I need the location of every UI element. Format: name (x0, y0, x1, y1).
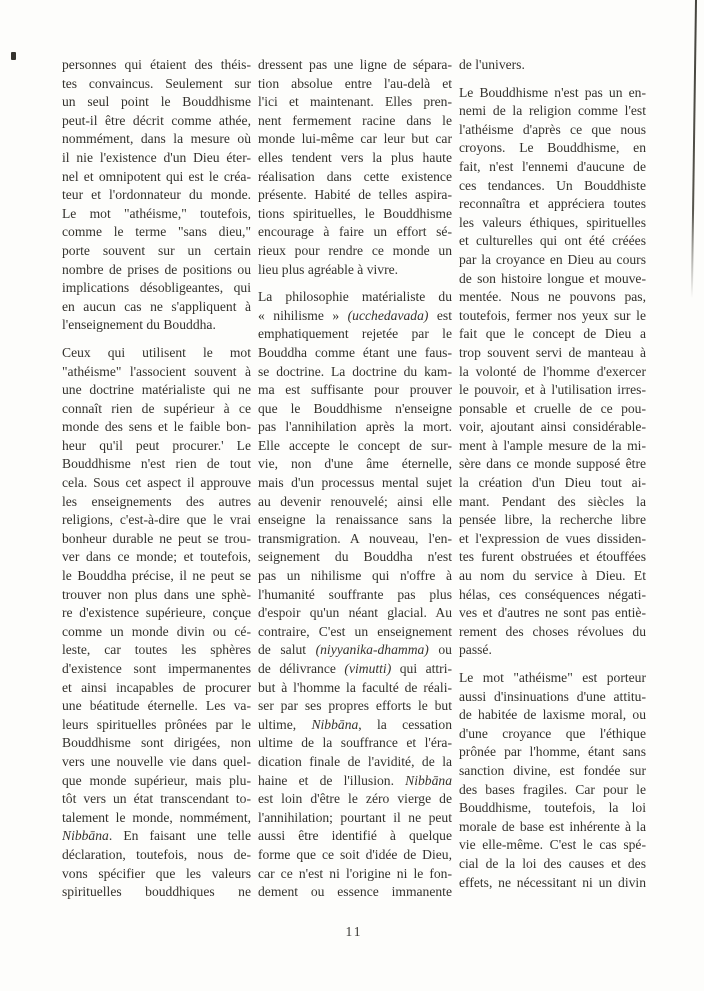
text-run: nommément, dans la mesure où (62, 131, 251, 147)
text-line (459, 799, 646, 818)
text-run: trouver non plus dans une sphè- (62, 586, 251, 602)
text-line (62, 865, 251, 884)
text-run: et l'expression de vues dissiden- (459, 530, 646, 546)
text-run: l'athéisme d'après ce que nous (459, 121, 646, 137)
text-run: Le Bouddhisme n'est pas un en- (459, 84, 646, 100)
text-run: tions spirituelles, le Bouddhisme (258, 205, 452, 221)
text-run: talement le monde, nommément, (62, 809, 251, 825)
text-line (258, 548, 452, 567)
text-line (459, 474, 646, 493)
text-line (62, 242, 251, 261)
text-run: bonheur durable ne peut se trou- (62, 530, 251, 546)
text-run: est (428, 307, 452, 323)
text-line (62, 75, 251, 94)
text-run: aussi être identifié à quelque (258, 828, 452, 844)
text-run: religions, c'est-à-dire que le vrai (62, 512, 251, 528)
text-run: et ainsi incapables de procurer (62, 679, 251, 695)
text-run: leste, car toutes les sphères (62, 642, 251, 658)
text-run: cial de la loi des causes et des (459, 855, 646, 871)
text-run: contraire, C'est un enseignement (258, 623, 452, 639)
text-line (258, 511, 452, 530)
text-run: aussi d'insinuations d'une attitu- (459, 688, 646, 704)
text-line (459, 641, 646, 660)
text-run: reconnaîtra et appréciera toutes (459, 196, 646, 212)
text-run: ou (428, 642, 452, 658)
page-number: 11 (345, 924, 363, 939)
text-line (459, 567, 646, 586)
paragraph (258, 56, 452, 279)
text-line (258, 149, 452, 168)
text-run: par la croyance en Dieu au cours (459, 251, 646, 267)
text-run: haine et de l'illusion. (258, 772, 406, 788)
text-line (258, 325, 452, 344)
text-run: Bouddhisme sont dirigées, non (62, 735, 251, 751)
text-line (459, 836, 646, 855)
text-run: personnes qui étaient des théis- (62, 57, 251, 72)
text-line (459, 214, 646, 233)
text-line (62, 511, 251, 530)
text-run: qui attri- (391, 661, 452, 676)
text-run: d'espoir qu'un néant glacial. Au (258, 605, 452, 621)
text-run: la création d'un Dieu tout ai- (459, 475, 646, 491)
text-run: , la cessation (358, 716, 452, 732)
italic-text-run: (vimutti) (344, 661, 392, 676)
text-run: nemi de la religion comme l'est (459, 103, 646, 119)
text-line (258, 586, 452, 605)
text-line (62, 846, 251, 865)
text-run: dement ou essence immanente (258, 884, 452, 900)
text-line (258, 660, 452, 679)
text-run: ves et d'autres ne sont pas entiè- (459, 605, 646, 621)
text-run: pas l'annihilation après la mort. (258, 419, 452, 435)
text-line (459, 586, 646, 605)
text-line (62, 567, 251, 586)
text-run: mant. Pendant des siècles la (459, 493, 646, 509)
text-line (459, 548, 646, 567)
text-run: comme le terme "sans dieu," (62, 224, 251, 240)
paragraph (459, 56, 646, 75)
text-run: déclaration, toutefois, nous de- (62, 846, 251, 862)
text-run: voir, ajoutant ainsi considérable- (459, 419, 646, 435)
text-run: Elle accepte le concept de sur- (258, 437, 452, 453)
text-line (258, 493, 452, 512)
text-run: vers une nouvelle vie dans quel- (62, 753, 251, 769)
text-run: tes convaincus. Seulement sur (62, 75, 251, 91)
text-line (459, 743, 646, 762)
text-run: ultime, (258, 716, 312, 732)
text-line (62, 168, 251, 187)
text-run: ser par ses propres efforts le but (258, 698, 452, 714)
text-line (258, 418, 452, 437)
text-run: passé. (459, 642, 492, 658)
text-run: il nie l'existence d'un Dieu éter- (62, 149, 251, 165)
text-line (459, 344, 646, 363)
text-run: encourage à faire un effort sé- (258, 224, 452, 240)
text-run: but à l'homme la faculté de réali- (258, 679, 452, 695)
text-run: comme un monde divin ou cé- (62, 623, 251, 639)
text-run: monde des sens et le faible bon- (62, 419, 251, 435)
text-run: rement des choses révolues du (459, 623, 646, 639)
text-run: l'ici et maintenant. Elles pren- (258, 94, 452, 110)
text-line (258, 344, 452, 363)
text-line (62, 827, 251, 846)
text-run: nombre de prises de positions ou (62, 261, 251, 277)
text-run: ponsable et cruelle de ce pou- (459, 400, 646, 416)
text-run: Le mot "athéisme," toutefois, (62, 205, 251, 221)
text-line (459, 288, 646, 307)
text-run: sère dans ce monde supposé être (459, 456, 646, 472)
text-run: emphatiquement rejetée par le (258, 326, 452, 342)
italic-text-run: Nibbāna (405, 772, 452, 788)
text-line (258, 307, 452, 326)
text-line (459, 781, 646, 800)
text-run: nent fermement racine dans le (258, 112, 452, 128)
text-run: d'une croyance que l'éthique (459, 725, 646, 741)
text-run: dressent pas une ligne de sépara- (258, 57, 452, 72)
text-line (62, 809, 251, 828)
text-line (62, 344, 251, 363)
text-line (62, 660, 251, 679)
text-line (459, 762, 646, 781)
text-line (62, 400, 251, 419)
text-line (258, 168, 452, 187)
text-line (459, 56, 646, 75)
text-run: prônée par l'homme, étant sans (459, 744, 646, 760)
text-run: nel et omnipotent qui est le créa- (62, 168, 251, 184)
text-line (258, 261, 452, 280)
text-run: cela. Sous cet aspect il approuve (62, 475, 251, 491)
text-run: rieux pour rendre ce monde un (258, 242, 452, 258)
text-line (62, 437, 251, 456)
text-line (459, 158, 646, 177)
text-run: que le Bouddhisme n'enseigne (258, 400, 452, 416)
text-line (62, 493, 251, 512)
italic-text-run: (niyyanika-dhamma) (315, 642, 429, 658)
text-line (258, 753, 452, 772)
text-line (459, 363, 646, 382)
text-line (258, 623, 452, 642)
text-line (459, 818, 646, 837)
text-run: de salut (258, 642, 316, 658)
text-line (62, 112, 251, 131)
text-line (459, 511, 646, 530)
text-line (258, 186, 452, 205)
text-line (459, 121, 646, 140)
text-line (62, 455, 251, 474)
text-line (258, 716, 452, 735)
text-run: effets, ne nécessitant ni un divin (459, 874, 646, 890)
text-run: spirituelles bouddhiques ne (62, 884, 251, 900)
text-line (258, 75, 452, 94)
text-line (62, 418, 251, 437)
text-line (62, 130, 251, 149)
text-run: peut-il être décrit comme athée, (62, 112, 251, 128)
text-run: se doctrine. La doctrine du kam- (258, 363, 452, 379)
text-line (62, 623, 251, 642)
text-run: seignement du Bouddha n'est (258, 549, 452, 565)
text-line (62, 604, 251, 623)
text-run: au devenir renouvelé; ainsi elle (258, 493, 452, 509)
paragraph (459, 669, 646, 892)
text-line (258, 242, 452, 261)
text-line (459, 84, 646, 103)
text-run: connaît rien de supérieur à ce (62, 400, 251, 416)
text-run: heur qu'il peut procurer.' Le (62, 437, 251, 453)
text-run: de son histoire longue et mouve- (459, 270, 646, 286)
text-line (62, 381, 251, 400)
text-run: de l'univers. (459, 57, 525, 72)
text-line (62, 641, 251, 660)
text-line (62, 186, 251, 205)
text-line (258, 846, 452, 865)
text-run: en aucun cas ne s'appliquent à (62, 298, 251, 314)
text-line (62, 586, 251, 605)
text-line (62, 474, 251, 493)
italic-text-run: Nibbāna (62, 828, 109, 844)
text-line (459, 530, 646, 549)
text-line (62, 93, 251, 112)
text-run: tion absolue entre l'au-delà et (258, 75, 452, 91)
text-line (62, 279, 251, 298)
text-run: Bouddhisme, toutefois, la loi (459, 800, 646, 816)
text-line (258, 641, 452, 660)
text-line (62, 56, 251, 75)
text-line (258, 734, 452, 753)
text-line (459, 418, 646, 437)
text-run: l'annihilation; pourtant il ne peut (258, 809, 452, 825)
text-run: Bouddha comme étant une faus- (258, 344, 452, 360)
text-run: ment à l'ample mesure de la mi- (459, 437, 646, 453)
text-line (258, 381, 452, 400)
text-line (459, 623, 646, 642)
text-line (62, 205, 251, 224)
text-run: Ceux qui utilisent le mot (62, 344, 251, 360)
italic-text-run: (ucchedavada) (347, 307, 429, 323)
text-run: dication finale de l'avidité, de la (258, 753, 452, 769)
text-line (459, 381, 646, 400)
paragraph (62, 344, 251, 902)
text-run: Le mot "athéisme" est porteur (459, 670, 646, 685)
text-line (258, 697, 452, 716)
text-line (459, 493, 646, 512)
text-run: de habitée de laxisme moral, ou (459, 707, 646, 723)
text-run: une doctrine matérialiste qui ne (62, 382, 251, 398)
text-run: les valeurs éthiques, spirituelles (459, 214, 646, 230)
text-line (62, 753, 251, 772)
text-run: vie elle-même. C'est le cas spé- (459, 837, 646, 853)
text-area (62, 56, 646, 902)
text-line (62, 790, 251, 809)
text-line (258, 883, 452, 902)
text-run: fait que le concept de Dieu a (459, 326, 646, 342)
text-run: porte souvent sur un certain (62, 242, 251, 258)
text-line (258, 112, 452, 131)
text-line (459, 437, 646, 456)
text-column-left (62, 56, 251, 902)
text-line (62, 548, 251, 567)
text-run: est loin d'être le zéro vierge de (258, 791, 452, 807)
text-run: ultime de la souffrance et l'éra- (258, 735, 452, 751)
text-run: lieu plus agréable à vivre. (258, 261, 399, 277)
text-run: toutefois, fermer nos yeux sur le (459, 307, 646, 323)
text-line (459, 725, 646, 744)
text-line (459, 455, 646, 474)
scan-artifact-speck (11, 52, 16, 60)
text-run: fait, n'est l'ennemi d'aucune de (459, 158, 646, 174)
text-line (258, 772, 452, 791)
text-run: Bouddhisme n'est rien de tout (62, 456, 251, 472)
scan-edge-line (691, 0, 697, 298)
text-line (258, 827, 452, 846)
text-run: enseigne la renaissance sans la (258, 512, 452, 528)
text-line (62, 261, 251, 280)
text-line (258, 223, 452, 242)
paragraph (459, 84, 646, 660)
text-line (62, 298, 251, 317)
text-run: trop souvent servi de manteau à (459, 344, 646, 360)
text-run: que monde supérieur, mais plu- (62, 772, 251, 788)
text-line (62, 883, 251, 902)
text-run: un seul point le Bouddhisme (62, 94, 251, 110)
text-line (62, 734, 251, 753)
text-run: ma est suffisante pour prouver (258, 382, 452, 398)
text-line (62, 316, 251, 335)
text-run: elles tendent vers la plus haute (258, 149, 452, 165)
text-run: ver dans ce monde; et toutefois, (62, 549, 251, 565)
text-run: le Bouddha précise, il ne peut se (62, 568, 251, 584)
text-line (459, 139, 646, 158)
text-run: mais d'un processus mental sujet (258, 475, 452, 491)
text-line (258, 130, 452, 149)
text-line (459, 251, 646, 270)
text-run: car ce n'est ni l'origine ni le fon- (258, 865, 452, 881)
text-line (459, 400, 646, 419)
text-line (62, 679, 251, 698)
text-run: tôt vers un état transcendant to- (62, 791, 251, 807)
text-run: des bases fragiles. Car pour le (459, 781, 646, 797)
text-run: . En faisant une telle (108, 828, 251, 844)
text-run: d'existence sont impermanentes (62, 661, 251, 676)
text-run: les enseignements des autres (62, 493, 251, 509)
text-line (459, 177, 646, 196)
paragraph (258, 288, 452, 902)
text-line (459, 102, 646, 121)
text-line (62, 716, 251, 735)
text-line (258, 93, 452, 112)
text-line (459, 669, 646, 688)
text-line (459, 307, 646, 326)
text-run: présente. Habité de telles aspira- (258, 187, 452, 203)
text-line (258, 455, 452, 474)
text-run: La philosophie matérialiste du (258, 289, 452, 305)
text-run: mentée. Nous ne pouvons pas, (459, 289, 646, 305)
text-line (62, 223, 251, 242)
text-line (258, 604, 452, 623)
text-run: monde lui-même car leur but car (258, 131, 452, 147)
text-line (459, 855, 646, 874)
text-line (258, 865, 452, 884)
text-run: le pouvoir, et à l'utilisation irres- (459, 382, 646, 398)
text-run: « nihilisme » (258, 307, 348, 323)
text-run: l'enseignement du Bouddha. (62, 317, 216, 333)
text-run: de délivrance (258, 661, 345, 676)
text-run: morale de base est inhérente à la (459, 818, 646, 834)
text-run: croyons. Le Bouddhisme, en (459, 140, 646, 156)
text-run: "athéisme" l'associent souvent à (62, 363, 251, 379)
text-line (459, 270, 646, 289)
text-column-right (459, 56, 646, 902)
text-line (258, 205, 452, 224)
text-run: vons spécifier que les valeurs (62, 865, 251, 881)
paragraph (62, 56, 251, 335)
text-line (459, 195, 646, 214)
text-line (459, 604, 646, 623)
text-run: pas un nihilisme qui n'offre à (258, 568, 452, 584)
text-line (258, 56, 452, 75)
italic-text-run: Nibbāna (311, 716, 359, 732)
text-line (258, 809, 452, 828)
text-line (258, 530, 452, 549)
text-line (459, 232, 646, 251)
text-line (258, 679, 452, 698)
text-line (459, 706, 646, 725)
text-run: implications désobligeantes, qui (62, 280, 251, 296)
text-run: leurs spirituelles prônées par le (62, 716, 251, 732)
text-line (258, 400, 452, 419)
text-run: et culturelles qui ont été créées (459, 233, 646, 249)
text-line (459, 874, 646, 893)
text-run: forme que ce soit d'idée de Dieu, (258, 846, 452, 862)
text-line (258, 288, 452, 307)
text-line (258, 567, 452, 586)
text-run: transmigration. A nouveau, l'en- (258, 530, 452, 546)
text-run: tes furent obstruées et étouffées (459, 549, 646, 565)
text-line (459, 325, 646, 344)
text-line (258, 790, 452, 809)
text-line (258, 474, 452, 493)
text-run: pensée libre, la recherche libre (459, 512, 646, 528)
text-column-middle (258, 56, 452, 902)
text-run: vie, non d'une âme éternelle, (258, 456, 452, 472)
text-run: une béatitude éternelle. Les va- (62, 698, 251, 714)
text-run: au nom du service à Dieu. Et (459, 568, 646, 584)
text-run: teur et l'ordonnateur du monde. (62, 187, 251, 203)
text-line (62, 530, 251, 549)
text-run: hélas, ces conséquences négati- (459, 586, 646, 602)
text-run: sanction divine, est fondée sur (459, 762, 646, 778)
text-line (459, 688, 646, 707)
text-run: re d'existence supérieure, conçue (62, 605, 251, 621)
text-line (62, 363, 251, 382)
text-run: réalisation dans cette existence (258, 168, 452, 184)
text-line (62, 149, 251, 168)
text-run: ces tendances. Un Bouddhiste (459, 177, 646, 193)
text-line (62, 697, 251, 716)
text-line (258, 437, 452, 456)
text-run: la volonté de l'homme d'exercer (459, 363, 646, 379)
text-line (62, 772, 251, 791)
text-line (258, 363, 452, 382)
text-run: l'humanité souffrante pas plus (258, 586, 452, 602)
